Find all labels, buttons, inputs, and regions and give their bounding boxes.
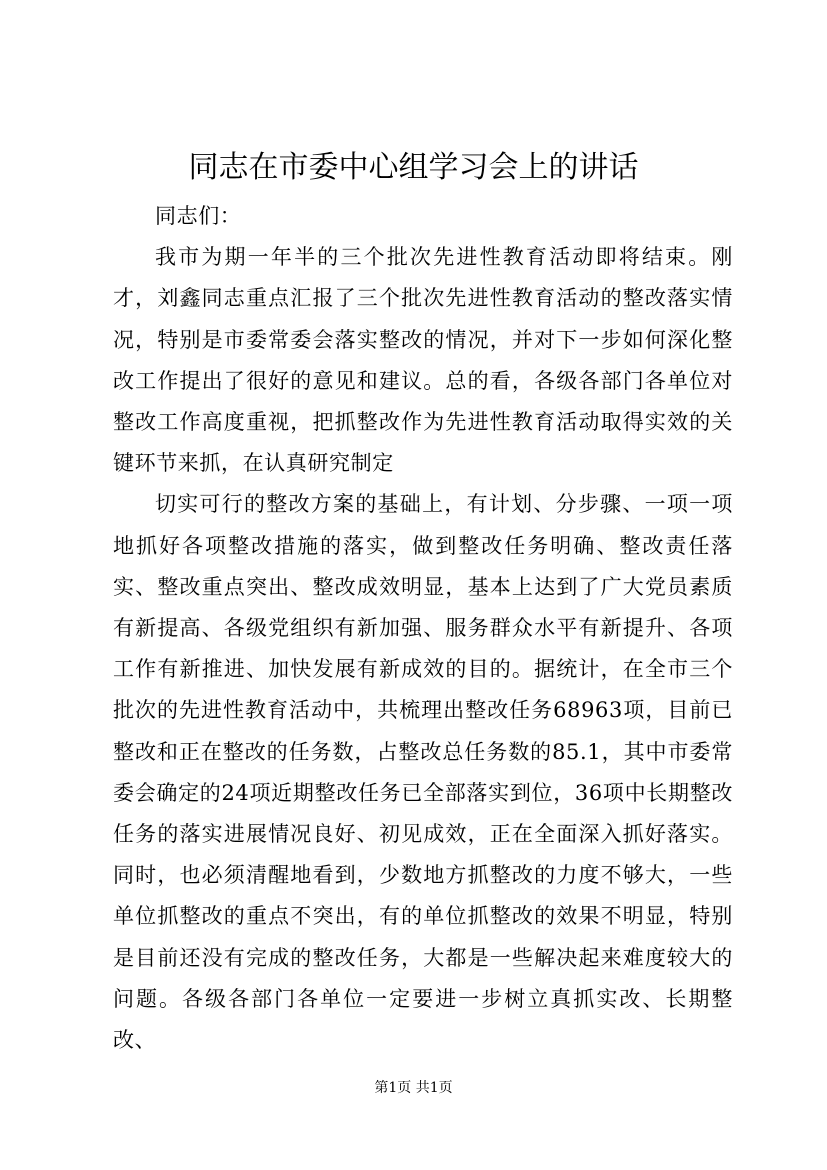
paragraph-1: 我市为期一年半的三个批次先进性教育活动即将结束。刚才，刘鑫同志重点汇报了三个批次先进性教育活动的整改落实情况，特别是市委常委会落实整改的情况，并对下一步如何深化整改工作提出了很好的意见和建议。总的看，各级各部门各单位对整改工作高度重视，把抓整改作为先进性教育活动取得实效的关键环节来抓，在认真研究制定: [113, 245, 733, 476]
document-title: 同志在市委中心组学习会上的讲话: [188, 150, 639, 185]
paragraph-2: 切实可行的整改方案的基础上，有计划、分步骤、一项一项地抓好各项整改措施的落实，做到整改任务明确、整改责任落实、整改重点突出、整改成效明显，基本上达到了广大党员素质有新提高、各级党组织有新加强、服务群众水平有新提升、各项工作有新推进、加快发展有新成效的目的。据统计，在全市三个批次的先进性教育活动中，共梳理出整改任务68963项，目前已整改和正在整改的任务数，占整改总任务数的85.1，其中市委常委会确定的24项近期整改任务已全部落实到位，36项中长期整改任务的落实进展情况良好、初见成效，正在全面深入抓好落实。同时，也必须清醒地看到，少数地方抓整改的力度不够大，一些单位抓整改的重点不突出，有的单位抓整改的效果不明显，特别是目前还没有完成的整改任务，大都是一些解决起来难度较大的问题。各级各部门各单位一定要进一步树立真抓实改、长期整改、: [113, 492, 733, 1053]
salutation: 同志们：: [155, 204, 242, 228]
page-footer: 第1页 共1页: [374, 1080, 453, 1096]
document-body: [113, 196, 733, 1061]
